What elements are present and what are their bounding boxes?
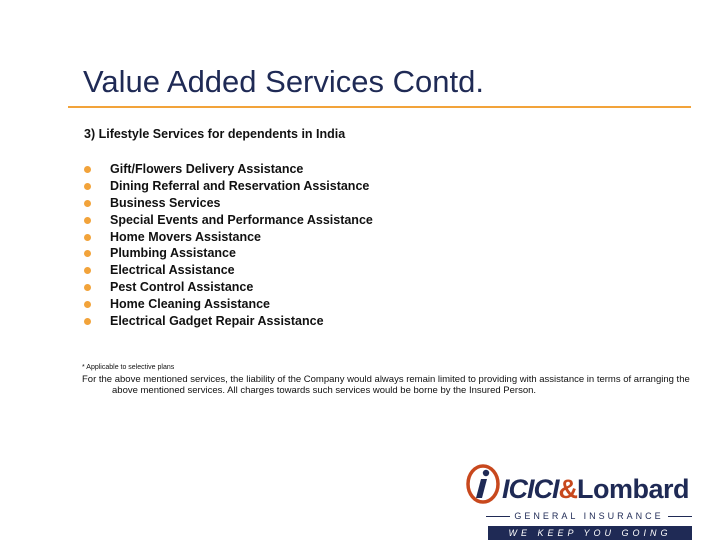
slide-title: Value Added Services Contd.	[83, 64, 484, 99]
list-item-label: Gift/Flowers Delivery Assistance	[110, 162, 304, 176]
logo-tagline: WE KEEP YOU GOING	[488, 526, 692, 540]
bullet-icon	[84, 267, 91, 274]
list-item	[84, 279, 373, 296]
bullet-icon	[84, 318, 91, 325]
icici-lombard-logo	[462, 462, 692, 540]
title-underline	[68, 106, 691, 108]
list-item	[84, 313, 373, 330]
logo-divider	[486, 516, 510, 517]
bullet-icon	[84, 234, 91, 241]
bullet-icon	[84, 183, 91, 190]
list-item	[84, 178, 373, 195]
logo-subline: GENERAL INSURANCE	[514, 511, 664, 521]
list-item-label: Special Events and Performance Assistance	[110, 212, 373, 227]
list-item	[84, 212, 373, 229]
bullet-icon	[84, 166, 91, 173]
list-item	[84, 229, 373, 246]
services-list	[84, 161, 373, 330]
list-item	[84, 262, 373, 279]
bullet-icon	[84, 217, 91, 224]
list-item-label: Dining Referral and Reservation Assistance	[110, 178, 370, 193]
logo-lombard-text: Lombard	[577, 474, 690, 504]
bullet-icon	[84, 284, 91, 291]
list-item	[84, 161, 373, 178]
list-item	[84, 195, 373, 212]
logo-icici-text: ICICI	[502, 474, 559, 504]
list-item-label: Pest Control Assistance	[110, 280, 254, 295]
list-item-label: Electrical Gadget Repair Assistance	[110, 314, 324, 329]
logo-ampersand: &	[558, 474, 578, 504]
footnote-disclaimer: For the above mentioned services, the liability of the Company would always remain limited to providing with assistance in terms of arranging the above mentioned services. All charges towards such services would be borne by the Insured Person.	[82, 374, 690, 396]
logo-divider	[668, 516, 692, 517]
list-item-label: Home Cleaning Assistance	[110, 297, 271, 312]
list-item-label: Home Movers Assistance	[110, 229, 261, 244]
logo-subline-row	[486, 510, 692, 522]
list-item	[84, 245, 373, 262]
bullet-icon	[84, 250, 91, 257]
bullet-icon	[84, 200, 91, 207]
icici-i-icon	[466, 464, 500, 504]
footnote-applicable: * Applicable to selective plans	[82, 364, 175, 371]
bullet-icon	[84, 301, 91, 308]
section-subtitle: 3) Lifestyle Services for dependents in India	[84, 127, 346, 141]
list-item	[84, 296, 373, 313]
list-item-label: Plumbing Assistance	[110, 246, 236, 261]
logo-wordmark	[502, 474, 689, 505]
list-item-label: Business Services	[110, 195, 221, 210]
list-item-label: Electrical Assistance	[110, 263, 235, 278]
